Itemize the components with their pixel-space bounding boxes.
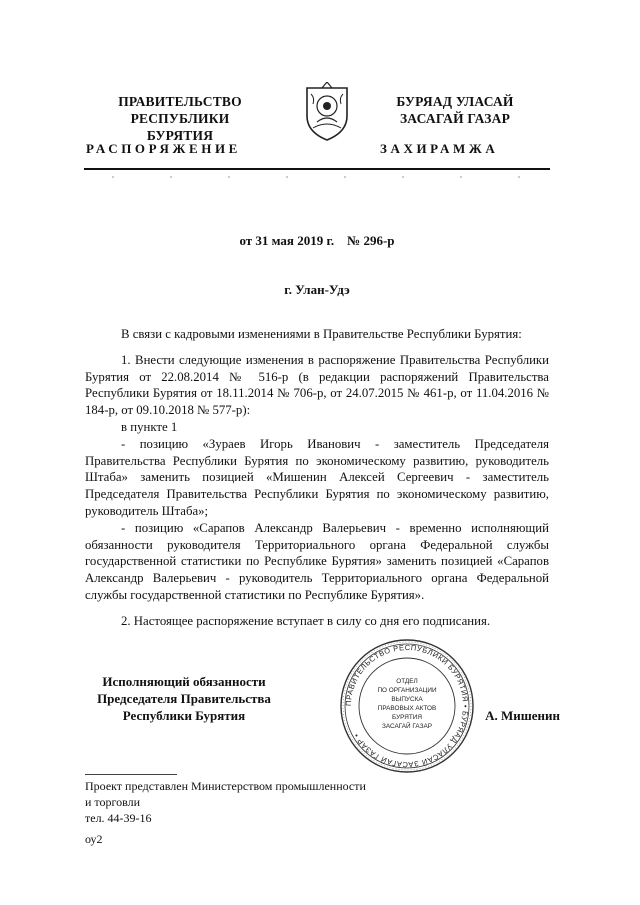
paragraph-1: 1. Внести следующие изменения в распоряжение Правительства Республики Бурятия от 22.08.2014 № 516-р (в редакции распоряжений Правительства Республики Бурятия от 18.11.2014 № 706-р, от 24.07.2015 № 461-р, от 11.04.2016 № 184-р, от 09.10.2018 № 577-р): — [85, 352, 549, 418]
signer-position — [84, 673, 284, 724]
doc-type-bua: ЗАХИРАМЖА — [380, 141, 499, 156]
footer-line1: Проект представлен Министерством промышленности — [85, 779, 366, 793]
header-right-line1: БУРЯАД УЛАСАЙ — [396, 94, 514, 109]
header-left-line1: ПРАВИТЕЛЬСТВО — [118, 94, 242, 109]
stamp-line: ПО ОРГАНИЗАЦИИ — [377, 687, 437, 694]
stamp-line: ВЫПУСКА — [391, 696, 423, 703]
doc-type-ru: РАСПОРЯЖЕНИЕ — [86, 141, 241, 156]
stamp-ring-text: ПРАВИТЕЛЬСТВО РЕСПУБЛИКИ БУРЯТИЯ • БУРЯАД УЛАСАЙ ЗАСАГАЙ ГАЗАР • — [343, 642, 471, 770]
header-right-org — [390, 93, 520, 127]
signer-position-line2: Председателя Правительства — [97, 691, 271, 706]
official-stamp — [338, 637, 476, 775]
paragraph-position-2: - позицию «Сарапов Александр Валерьевич - временно исполняющий обязанности руководителя Территориального органа Федеральной службы государственной статистики по Республике Бурятия» заменить позицией «Сарапов Александр Валерьевич - руководитель Территориального органа Федеральной службы государственной статистики по Республике Бурятия». — [85, 520, 549, 602]
paragraph-item-1: в пункте 1 — [121, 419, 178, 434]
header-left-line2: РЕСПУБЛИКИ БУРЯТИЯ — [130, 111, 230, 143]
footer-line3: тел. 44-39-16 — [85, 811, 152, 825]
date-number: от 31 мая 2019 г. № 296-р — [239, 233, 395, 248]
intro-paragraph: В связи с кадровыми изменениями в Правительстве Республики Бурятия: — [121, 327, 522, 341]
stamp-line: БУРЯТИЯ — [392, 714, 422, 721]
stamp-line: ЗАСАГАЙ ГАЗАР — [382, 723, 432, 730]
header-left-org — [100, 93, 260, 144]
signer-position-line3: Республики Бурятия — [122, 708, 246, 723]
footer-rule — [85, 774, 177, 775]
header-right-line2: ЗАСАГАЙ ГАЗАР — [399, 111, 511, 126]
stamp-line: ОТДЕЛ — [396, 678, 418, 685]
paragraph-2: 2. Настоящее распоряжение вступает в силу со дня его подписания. — [121, 613, 491, 628]
stamp-line: ПРАВОВЫХ АКТОВ — [377, 705, 437, 712]
footer-note — [85, 778, 366, 826]
header-divider — [84, 168, 550, 170]
paragraph-position-1: - позицию «Зураев Игорь Иванович - заместитель Председателя Правительства Республики Бурятия по экономическому развитию, руководитель Штаба» заменить позицией «Мишенин Алексей Сергеевич - заместитель Председателя Правительства Республики Бурятия по экономическому развитию, руководитель Штаба»; — [85, 436, 549, 518]
coat-of-arms-icon — [301, 82, 353, 142]
footer-line2: и торговли — [85, 795, 141, 809]
signer-position-line1: Исполняющий обязанности — [102, 674, 266, 689]
header-dotted-line — [84, 176, 550, 178]
document-body — [85, 326, 549, 630]
city: г. Улан-Удэ — [284, 282, 350, 297]
footer-code: оу2 — [85, 832, 103, 846]
signer-name: А. Мишенин — [485, 708, 560, 723]
